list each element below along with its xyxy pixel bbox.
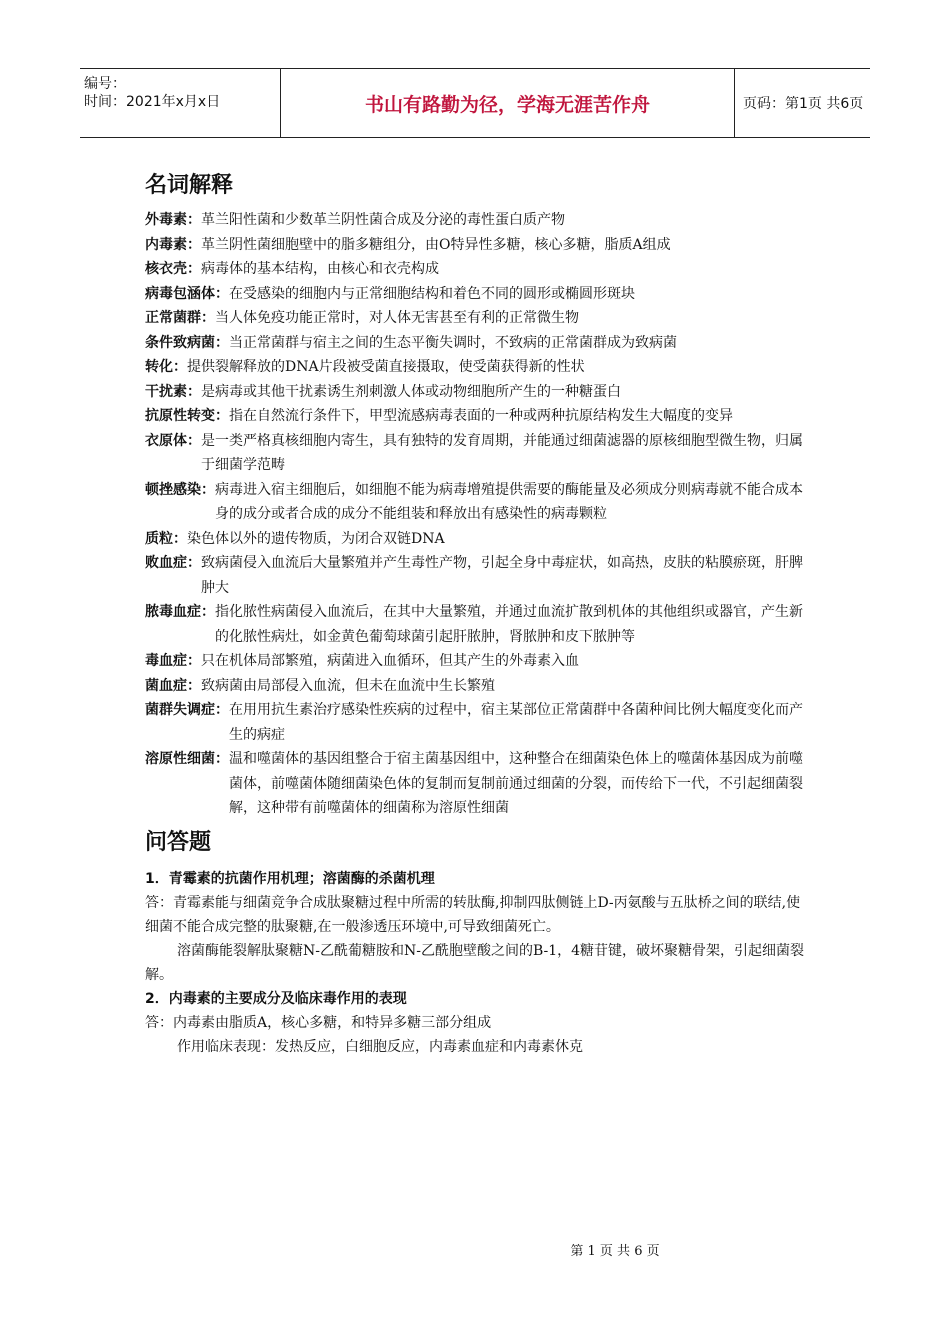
term-definition: 是病毒或其他干扰素诱生剂刺激人体或动物细胞所产生的一种糖蛋白: [201, 383, 621, 400]
date-label: 时间：2021年x月x日: [84, 94, 221, 110]
term-row: [145, 429, 810, 478]
term-label: 外毒素：: [145, 212, 201, 228]
term-row: [145, 527, 810, 552]
term-label: 质粒：: [145, 530, 187, 547]
term-label: 抗原性转变：: [145, 408, 229, 424]
term-label: 转化：: [145, 359, 187, 375]
term-label: 败血症：: [145, 555, 201, 571]
term-label: 顿挫感染：: [145, 481, 215, 498]
term-row: [145, 600, 810, 649]
section-title-terms: 名词解释: [145, 173, 234, 198]
term-definition: 染色体以外的遗传物质，为闭合双链DNA: [187, 530, 445, 547]
term-definition: 提供裂解释放的DNA片段被受菌直接摄取，使受菌获得新的性状: [187, 359, 585, 375]
term-row: [145, 331, 810, 356]
qa-section: [145, 867, 810, 1059]
term-definition: 是一类严格真核细胞内寄生，具有独特的发育周期，并能通过细菌滤器的原核细胞型微生物，归属于细菌学范畴: [201, 432, 803, 473]
term-definition: 当人体免疫功能正常时，对人体无害甚至有利的正常微生物: [215, 310, 579, 326]
term-label: 正常菌群：: [145, 310, 215, 326]
page-info: 页码：第1页 共6页: [743, 96, 864, 112]
terms-list: [145, 208, 810, 821]
term-row: [145, 282, 810, 307]
term-row: [145, 355, 810, 380]
page-header: [80, 68, 870, 138]
term-row: [145, 551, 810, 600]
document-body: [145, 166, 810, 1059]
term-row: [145, 306, 810, 331]
footer-page-number: 第 1 页 共 6 页: [570, 1244, 660, 1259]
answer-1: 答：青霉素能与细菌竞争合成肽聚糖过程中所需的转肽酶,抑制四肽侧链上D-丙氨酸与五肽桥之间的联结,使细菌不能合成完整的肽聚糖,在一般渗透压环境中,可导致细菌死亡。: [145, 894, 801, 935]
header-motto-cell: [280, 69, 735, 137]
header-meta: [80, 69, 280, 137]
term-row: [145, 747, 810, 821]
term-definition: 指化脓性病菌侵入血流后，在其中大量繁殖，并通过血流扩散到机体的其他组织或器官，产生新的化脓性病灶，如金黄色葡萄球菌引起肝脓肿，肾脓肿和皮下脓肿等: [215, 604, 803, 645]
term-definition: 致病菌由局部侵入血流，但未在血流中生长繁殖: [201, 677, 495, 694]
term-definition: 革兰阴性菌细胞壁中的脂多糖组分，由O特异性多糖，核心多糖，脂质A组成: [201, 236, 671, 253]
term-label: 核衣壳：: [145, 261, 201, 277]
term-row: [145, 208, 810, 233]
term-row: [145, 257, 810, 282]
number-label: 编号：: [84, 76, 126, 92]
term-row: [145, 649, 810, 674]
term-definition: 温和噬菌体的基因组整合于宿主菌基因组中，这种整合在细菌染色体上的噬菌体基因成为前噬菌体，前噬菌体随细菌染色体的复制而复制前通过细菌的分裂，而传给下一代，不引起细菌裂解，这种带有前噬菌体的细菌称为溶原性细菌: [229, 751, 803, 816]
term-definition: 当正常菌群与宿主之间的生态平衡失调时，不致病的正常菌群成为致病菌: [229, 334, 677, 351]
term-definition: 革兰阳性菌和少数革兰阴性菌合成及分泌的毒性蛋白质产物: [201, 212, 565, 228]
answer-1-continued: 溶菌酶能裂解肽聚糖N-乙酰葡糖胺和N-乙酰胞壁酸之间的B-1，4糖苷键，破坏聚糖骨架，引起细菌裂解。: [145, 942, 805, 983]
term-row: [145, 380, 810, 405]
term-label: 菌群失调症：: [145, 702, 229, 718]
question-2: 2．内毒素的主要成分及临床毒作用的表现: [145, 990, 407, 1007]
term-definition: 病毒进入宿主细胞后，如细胞不能为病毒增殖提供需要的酶能量及必须成分则病毒就不能合成本身的成分或者合成的成分不能组装和释放出有感染性的病毒颗粒: [215, 481, 803, 522]
section-title-qa: 问答题: [145, 829, 212, 855]
term-label: 衣原体：: [145, 432, 201, 449]
question-1: 1．青霉素的抗菌作用机理；溶菌酶的杀菌机理: [145, 870, 435, 887]
term-definition: 只在机体局部繁殖，病菌进入血循环，但其产生的外毒素入血: [201, 653, 579, 669]
term-label: 脓毒血症：: [145, 604, 215, 620]
term-row: [145, 478, 810, 527]
term-row: [145, 674, 810, 699]
term-row: [145, 698, 810, 747]
header-page-cell: [735, 69, 870, 137]
term-label: 溶原性细菌：: [145, 751, 229, 767]
term-label: 干扰素：: [145, 383, 201, 400]
term-row: [145, 404, 810, 429]
answer-2-continued: 作用临床表现：发热反应，白细胞反应，内毒素血症和内毒素休克: [177, 1038, 583, 1055]
term-label: 条件致病菌：: [145, 334, 229, 351]
term-definition: 病毒体的基本结构，由核心和衣壳构成: [201, 261, 439, 277]
term-definition: 在受感染的细胞内与正常细胞结构和着色不同的圆形或椭圆形斑块: [229, 285, 635, 302]
term-label: 毒血症：: [145, 653, 201, 669]
answer-2: 答：内毒素由脂质A，核心多糖，和特异多糖三部分组成: [145, 1014, 492, 1031]
page-footer: [0, 1240, 950, 1259]
term-label: 菌血症：: [145, 677, 201, 694]
term-row: [145, 233, 810, 258]
term-definition: 致病菌侵入血流后大量繁殖并产生毒性产物，引起全身中毒症状，如高热，皮肤的粘膜瘀斑，肝脾肿大: [201, 555, 803, 596]
term-definition: 指在自然流行条件下，甲型流感病毒表面的一种或两种抗原结构发生大幅度的变异: [229, 408, 733, 424]
term-label: 内毒素：: [145, 236, 201, 253]
motto: 书山有路勤为径，学海无涯苦作舟: [364, 93, 650, 116]
term-definition: 在用用抗生素治疗感染性疾病的过程中，宿主某部位正常菌群中各菌种间比例大幅度变化而产生的病症: [229, 702, 803, 743]
term-label: 病毒包涵体：: [145, 285, 229, 302]
